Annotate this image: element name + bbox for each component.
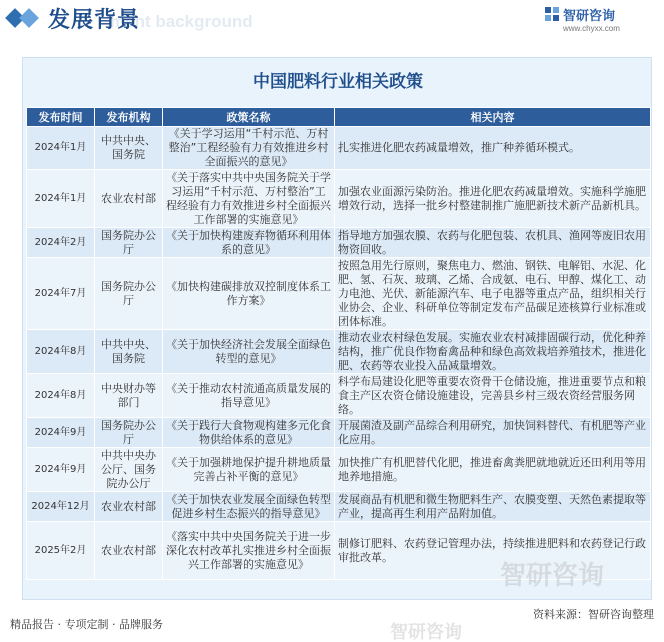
cell-name: 《关于践行大食物观构建多元化食物供给体系的意见》 xyxy=(163,418,335,448)
cell-name: 《关于加强耕地保护提升耕地质量完善占补平衡的意见》 xyxy=(163,448,335,492)
column-header-content: 相关内容 xyxy=(335,108,651,127)
cell-date: 2025年2月 xyxy=(27,522,95,580)
cell-name: 《关于加快农业发展全面绿色转型促进乡村生态振兴的指导意见》 xyxy=(163,492,335,522)
table-row xyxy=(27,258,651,330)
cell-name: 《落实中共中央国务院关于进一步深化农村改革扎实推进乡村全面振兴工作部署的实施意见》 xyxy=(163,522,335,580)
brand-url: www.chyxx.com xyxy=(563,24,620,33)
brand-logo xyxy=(544,5,644,37)
cell-org: 农业农村部 xyxy=(95,170,163,228)
cell-content: 制修订肥料、农药登记管理办法，持续推进肥料和农药登记行政审批改革。 xyxy=(335,522,651,580)
header-ghost-text: ment background xyxy=(110,12,253,31)
brand-icon xyxy=(544,6,560,22)
table-title: 中国肥料行业相关政策 xyxy=(253,72,423,92)
cell-date: 2024年9月 xyxy=(27,418,95,448)
brand-name: 智研咨询 xyxy=(563,9,616,24)
table-row xyxy=(27,492,651,522)
footer-source: 资料来源：智研咨询整理 xyxy=(533,608,654,621)
cell-date: 2024年8月 xyxy=(27,374,95,418)
cell-org: 中共中央办公厅、国务院办公厅 xyxy=(95,448,163,492)
cell-date: 2024年12月 xyxy=(27,492,95,522)
cell-content: 推动农业农村绿色发展。实施农业农村减排固碳行动，优化种养结构，推广优良作物畜禽品种和绿色高效栽培养殖技术，推进化肥、农药等农业投入品减量增效。 xyxy=(335,330,651,374)
cell-content: 发展商品有机肥和微生物肥料生产、农膜变塑、天然色素提取等产业，提高再生利用产品附加值。 xyxy=(335,492,651,522)
table-row xyxy=(27,170,651,228)
cell-content: 加强农业面源污染防治。推进化肥农药减量增效。实施科学施肥增效行动，选择一批乡村整建制推广施肥新技术新产品新机具。 xyxy=(335,170,651,228)
page-footer xyxy=(0,604,664,642)
cell-name: 《关于加快经济社会发展全面绿色转型的意见》 xyxy=(163,330,335,374)
column-header-org: 发布机构 xyxy=(95,108,163,127)
column-header-date: 发布时间 xyxy=(27,108,95,127)
cell-name: 《关于落实中共中央国务院关于学习运用“千村示范、万村整治”工程经验有力有效推进乡村全面振兴工作部署的实施意见》 xyxy=(163,170,335,228)
column-header-name: 政策名称 xyxy=(163,108,335,127)
watermark: 智研咨询 xyxy=(390,622,462,642)
cell-name: 《关于推动农村流通高质量发展的指导意见》 xyxy=(163,374,335,418)
table-row xyxy=(27,127,651,170)
cell-org: 中共中央、国务院 xyxy=(95,330,163,374)
page-header xyxy=(0,0,664,40)
table-row xyxy=(27,374,651,418)
cell-name: 《关于学习运用“千村示范、万村整治”工程经验有力有效推进乡村全面振兴的意见》 xyxy=(163,127,335,170)
table-header-row xyxy=(27,108,651,127)
cell-date: 2024年2月 xyxy=(27,228,95,258)
watermark: 智研咨询 xyxy=(500,561,605,591)
diamond-icon xyxy=(19,8,39,28)
cell-org: 农业农村部 xyxy=(95,492,163,522)
cell-org: 中央财办等部门 xyxy=(95,374,163,418)
cell-org: 国务院办公厅 xyxy=(95,418,163,448)
table-row xyxy=(27,228,651,258)
cell-name: 《关于加快构建废弃物循环利用体系的意见》 xyxy=(163,228,335,258)
cell-content: 科学布局建设化肥等重要农资骨干仓储设施，推进重要节点和粮食主产区农资仓储设施建设，完善县乡村三级农资经营服务网络。 xyxy=(335,374,651,418)
cell-name: 《加快构建碳排放双控制度体系工作方案》 xyxy=(163,258,335,330)
cell-date: 2024年7月 xyxy=(27,258,95,330)
cell-date: 2024年8月 xyxy=(27,330,95,374)
table-row xyxy=(27,418,651,448)
cell-date: 2024年1月 xyxy=(27,170,95,228)
cell-content: 扎实推进化肥农药减量增效，推广种养循环模式。 xyxy=(335,127,651,170)
cell-content: 开展菌渣及副产品综合利用研究，加快饲料替代、有机肥等产业化应用。 xyxy=(335,418,651,448)
table-row xyxy=(27,330,651,374)
cell-content: 加快推广有机肥替代化肥，推进畜禽粪肥就地就近还田利用等用地养地措施。 xyxy=(335,448,651,492)
cell-org: 国务院办公厅 xyxy=(95,258,163,330)
policy-panel xyxy=(22,57,652,600)
cell-org: 中共中央、国务院 xyxy=(95,127,163,170)
cell-org: 农业农村部 xyxy=(95,522,163,580)
cell-date: 2024年9月 xyxy=(27,448,95,492)
cell-org: 国务院办公厅 xyxy=(95,228,163,258)
cell-content: 指导地方加强农膜、农药与化肥包装、农机具、渔网等废旧农用物资回收。 xyxy=(335,228,651,258)
page-title: 发展背景 xyxy=(48,8,141,33)
cell-content: 按照急用先行原则，聚焦电力、燃油、钢铁、电解铝、水泥、化肥、氢、石灰、玻璃、乙烯、合成氨、电石、甲醇、煤化工、动力电池、光伏、新能源汽车、电子电器等重点产品，组织相关行业协会、企业、科研单位等制定发布产品碳足迹核算行业标准或团体标准。 xyxy=(335,258,651,330)
policy-table xyxy=(26,107,651,580)
table-row xyxy=(27,448,651,492)
footer-services: 精品报告 · 专项定制 · 品牌服务 xyxy=(10,618,163,631)
cell-date: 2024年1月 xyxy=(27,127,95,170)
